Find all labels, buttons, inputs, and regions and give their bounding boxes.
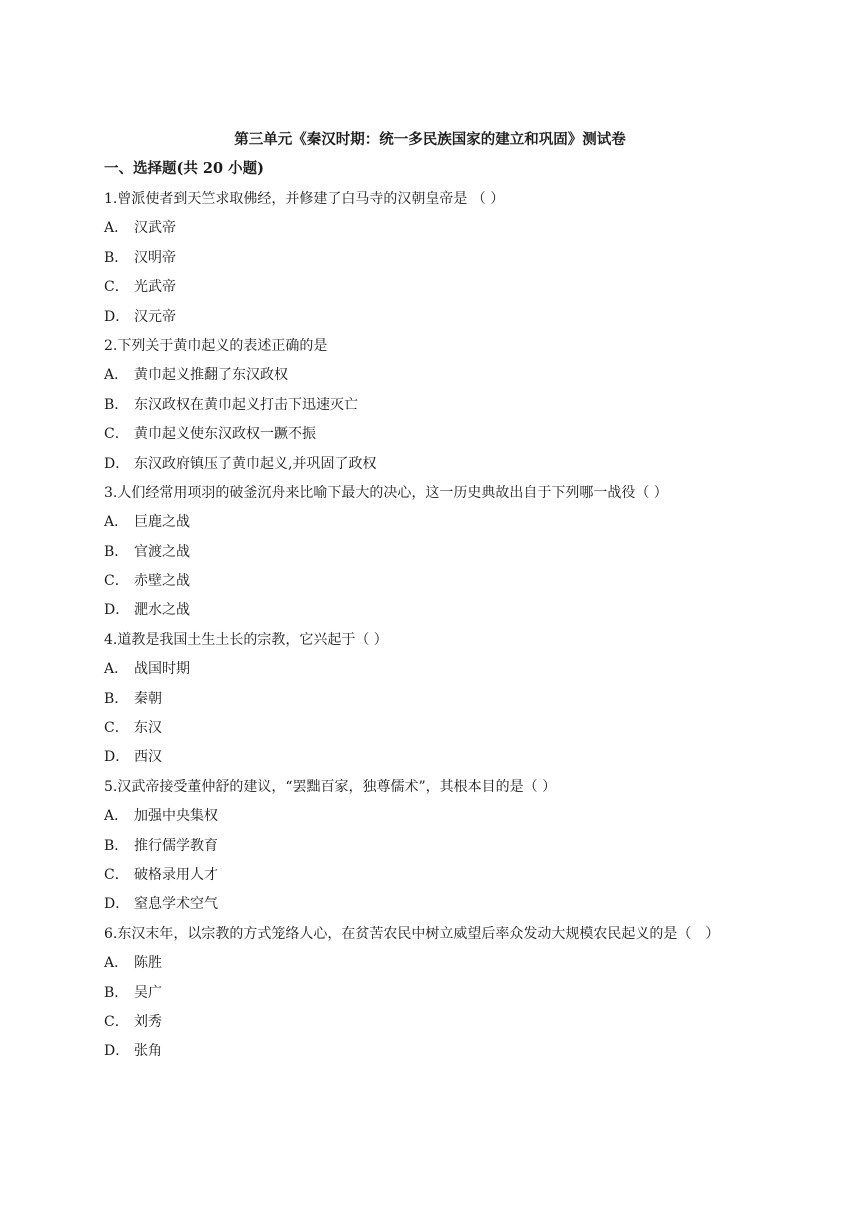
answer-option	[104, 365, 804, 394]
question-stem: 3.人们经常用项羽的破釜沉舟来比喻下最大的决心，这一历史典故出自于下列哪一战役（ ）	[104, 484, 668, 501]
option-letter: B．	[104, 690, 129, 707]
document-title: 第三单元《秦汉时期：统一多民族国家的建立和巩固》测试卷	[234, 131, 626, 148]
option-letter: C．	[104, 279, 129, 296]
answer-option	[104, 454, 804, 483]
question-stem: 1.曾派使者到天竺求取佛经，并修建了白马寺的汉朝皇帝是 （ ）	[104, 191, 505, 207]
option-letter: C．	[104, 426, 129, 443]
option-letter: B．	[104, 249, 129, 266]
option-text: 窒息学术空气	[134, 896, 218, 913]
answer-option	[104, 865, 804, 894]
option-text: 张角	[134, 1043, 162, 1060]
option-text: 东汉	[134, 720, 162, 737]
answer-option	[104, 836, 804, 865]
answer-option	[104, 806, 804, 835]
question-5	[104, 777, 804, 924]
option-text: 破格录用人才	[134, 866, 218, 883]
answer-option	[104, 983, 804, 1012]
option-text: 刘秀	[134, 1013, 162, 1030]
option-letter: C．	[104, 573, 129, 590]
answer-option	[104, 747, 804, 776]
option-text: 光武帝	[134, 279, 176, 296]
answer-option	[104, 218, 804, 247]
answer-option	[104, 894, 804, 923]
option-text: 黄巾起义使东汉政权一蹶不振	[134, 426, 316, 443]
option-text: 战国时期	[134, 661, 190, 678]
answer-option	[104, 689, 804, 718]
option-letter: B．	[104, 396, 129, 413]
option-letter: A．	[104, 808, 129, 825]
answer-option	[104, 248, 804, 277]
question-4	[104, 630, 804, 777]
option-letter: D．	[104, 455, 130, 472]
option-text: 官渡之战	[134, 543, 190, 560]
option-text: 加强中央集权	[134, 808, 218, 825]
question-2	[104, 336, 804, 483]
option-letter: A．	[104, 661, 129, 678]
answer-option	[104, 1041, 804, 1070]
question-6	[104, 924, 804, 1071]
answer-option	[104, 718, 804, 747]
option-letter: C．	[104, 1013, 129, 1030]
option-text: 汉明帝	[134, 249, 176, 266]
answer-option	[104, 542, 804, 571]
option-text: 汉武帝	[134, 220, 176, 237]
answer-option	[104, 571, 804, 600]
answer-option	[104, 659, 804, 688]
option-text: 西汉	[134, 749, 162, 766]
option-text: 巨鹿之战	[134, 514, 190, 531]
option-text: 吴广	[134, 984, 162, 1001]
option-text: 东汉政权在黄巾起义打击下迅速灭亡	[134, 396, 358, 413]
answer-option	[104, 395, 804, 424]
answer-option	[104, 424, 804, 453]
option-text: 淝水之战	[134, 602, 190, 619]
option-letter: A．	[104, 367, 129, 384]
answer-option	[104, 512, 804, 541]
option-letter: B．	[104, 543, 129, 560]
option-text: 黄巾起义推翻了东汉政权	[134, 367, 288, 384]
option-letter: D．	[104, 749, 130, 766]
option-letter: A．	[104, 514, 129, 531]
answer-option	[104, 277, 804, 306]
answer-option	[104, 953, 804, 982]
option-letter: A．	[104, 220, 129, 237]
question-1	[104, 189, 804, 336]
option-text: 汉元帝	[134, 308, 176, 325]
option-letter: C．	[104, 720, 129, 737]
option-letter: D．	[104, 308, 130, 325]
question-list	[104, 189, 804, 1071]
option-text: 秦朝	[134, 690, 162, 707]
option-text: 推行儒学教育	[134, 837, 218, 854]
question-stem: 4.道教是我国土生土长的宗教，它兴起于（ ）	[104, 631, 388, 648]
question-3	[104, 483, 804, 630]
option-letter: C．	[104, 866, 129, 883]
answer-option	[104, 307, 804, 336]
section-heading: 一、选择题(共 20 小题)	[104, 160, 264, 177]
option-letter: A．	[104, 955, 129, 972]
option-text: 陈胜	[134, 955, 162, 972]
question-stem: 2.下列关于黄巾起义的表述正确的是	[104, 337, 328, 354]
option-letter: D．	[104, 602, 130, 619]
answer-option	[104, 1012, 804, 1041]
option-letter: B．	[104, 837, 129, 854]
option-text: 赤壁之战	[134, 573, 190, 590]
question-stem: 5.汉武帝接受董仲舒的建议，“罢黜百家，独尊儒术”，其根本目的是（ ）	[104, 778, 557, 795]
option-letter: D．	[104, 896, 130, 913]
answer-option	[104, 600, 804, 629]
option-text: 东汉政府镇压了黄巾起义,并巩固了政权	[134, 455, 377, 472]
option-letter: B．	[104, 984, 129, 1001]
option-letter: D．	[104, 1043, 130, 1060]
question-stem: 6.东汉末年，以宗教的方式笼络人心，在贫苦农民中树立威望后率众发动大规模农民起义的是（ ）	[104, 925, 720, 942]
